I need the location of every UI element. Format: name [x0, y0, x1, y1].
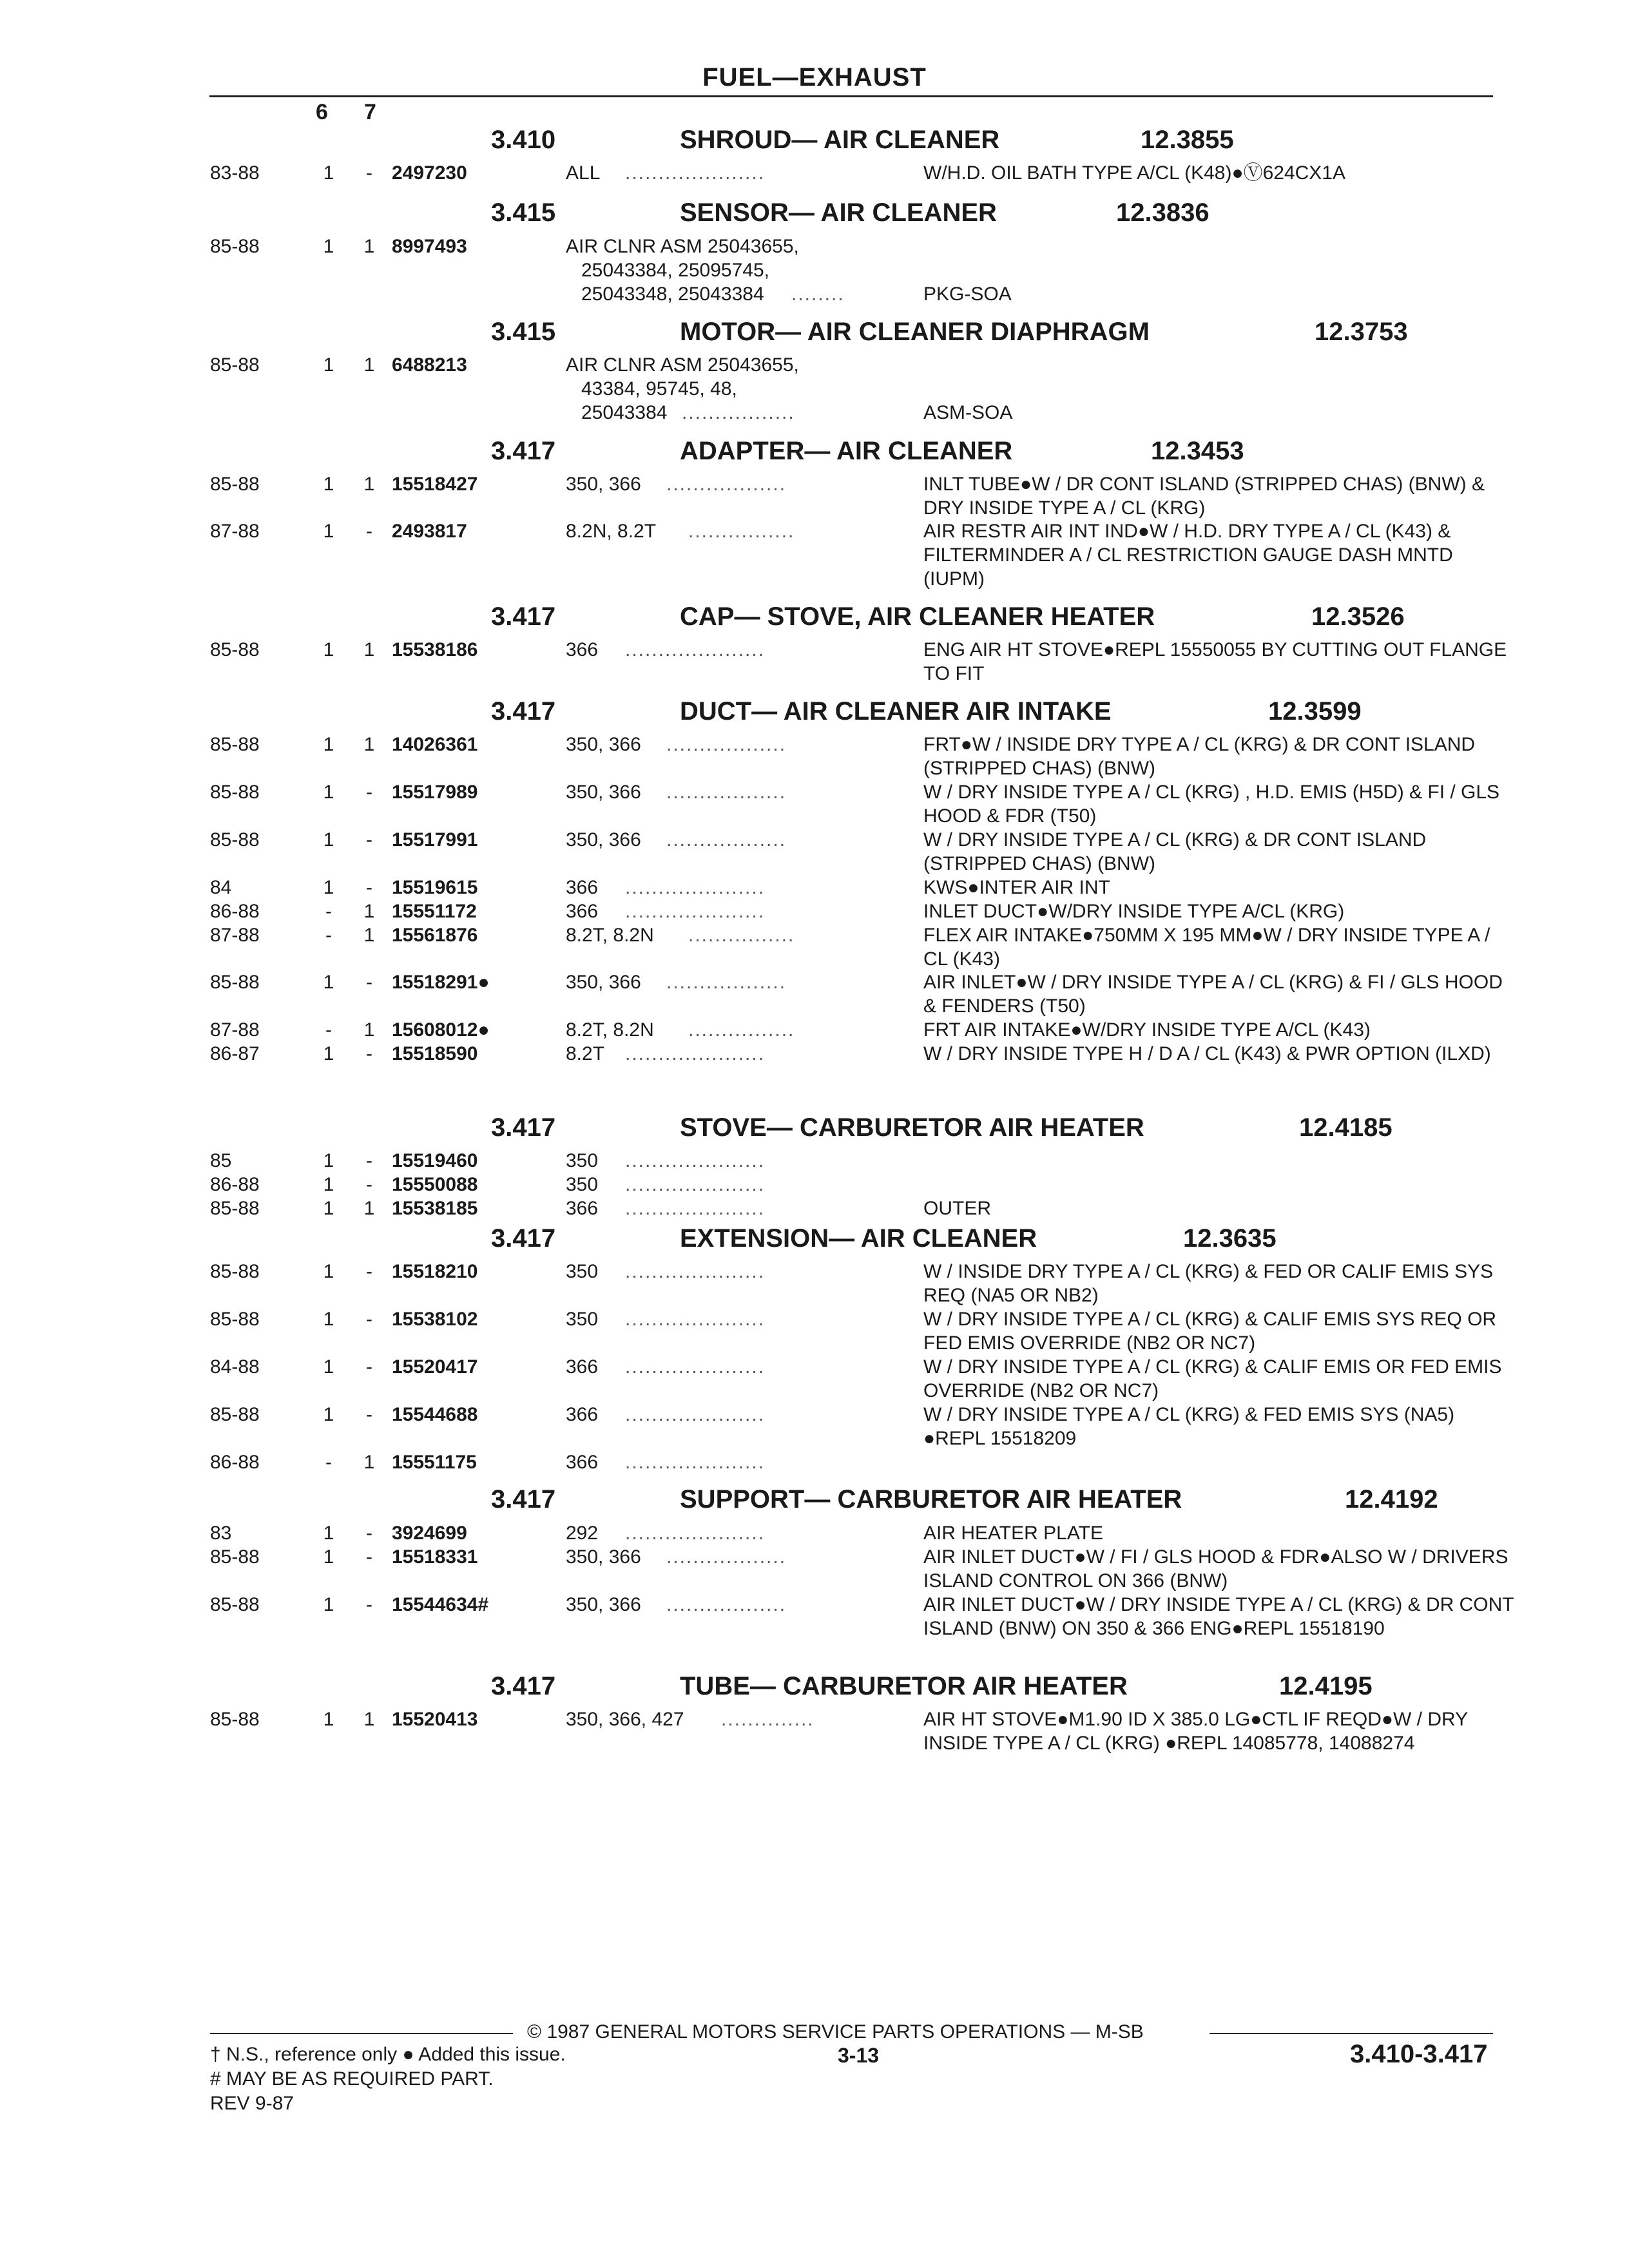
part-description: W / DRY INSIDE TYPE H / D A / CL (K43) & PWR OPTION (ILXD) — [923, 1043, 1491, 1064]
model-years: 85-88 — [210, 1546, 260, 1568]
qty-column-6: 1 — [323, 734, 334, 755]
model-years: 85-88 — [210, 1198, 260, 1219]
engine-application: 350 — [566, 1309, 599, 1330]
qty-column-6: 1 — [323, 1594, 334, 1615]
footnote-required: # MAY BE AS REQUIRED PART. — [210, 2068, 494, 2090]
section-number: 3.417 — [491, 602, 556, 631]
part-description: KWS●INTER AIR INT — [923, 877, 1110, 898]
model-years: 86-88 — [210, 1174, 260, 1195]
part-description: OUTER — [923, 1198, 991, 1219]
section-number: 3.410 — [491, 126, 556, 154]
part-number: 14026361 — [392, 734, 478, 755]
leader-dots: ................. — [682, 402, 795, 423]
engine-application: 8.2T, 8.2N — [566, 925, 654, 946]
part-number: 15520417 — [392, 1356, 478, 1378]
qty-column-7: - — [366, 829, 372, 850]
section-name: DUCT— AIR CLEANER AIR INTAKE — [680, 697, 1112, 726]
engine-application: 8.2N, 8.2T — [566, 521, 657, 542]
part-number: 15551172 — [392, 901, 477, 922]
qty-column-7: - — [366, 1174, 372, 1195]
qty-column-7: - — [366, 1594, 372, 1615]
engine-application: 366 — [566, 877, 599, 898]
model-years: 83-88 — [210, 162, 260, 184]
qty-column-6: - — [325, 1019, 332, 1041]
leader-dots: .................. — [666, 734, 787, 755]
model-years: 85-88 — [210, 734, 260, 755]
section-heading — [0, 198, 1629, 231]
qty-column-7: - — [366, 1309, 372, 1330]
leader-dots: ................ — [688, 925, 795, 946]
section-number: 3.417 — [491, 697, 556, 726]
qty-column-6: 1 — [323, 1198, 334, 1219]
engine-application: 350, 366 — [566, 474, 641, 495]
qty-column-7: 1 — [363, 734, 375, 755]
qty-column-6: 1 — [323, 639, 334, 660]
leader-dots: .................. — [666, 1594, 787, 1615]
qty-column-6: 1 — [323, 877, 334, 898]
column-7-label: 7 — [364, 100, 376, 124]
qty-column-6: 1 — [323, 1150, 334, 1171]
model-years: 85-88 — [210, 354, 260, 376]
qty-column-6: - — [325, 1452, 332, 1473]
column-6-label: 6 — [316, 100, 328, 124]
qty-column-6: 1 — [323, 1174, 334, 1195]
section-number: 3.417 — [491, 437, 556, 465]
qty-column-6: 1 — [323, 521, 334, 542]
qty-column-7: 1 — [363, 1198, 375, 1219]
qty-column-6: 1 — [323, 1356, 334, 1378]
model-years: 85 — [210, 1150, 232, 1171]
section-name: SHROUD— AIR CLEANER — [680, 126, 1000, 154]
part-number: 15551175 — [392, 1452, 477, 1473]
part-description: W / DRY INSIDE TYPE A / CL (KRG) & DR CONT ISLAND (STRIPPED CHAS) (BNW) — [923, 829, 1427, 874]
leader-dots: ..................... — [625, 162, 766, 184]
model-years: 84-88 — [210, 1356, 260, 1378]
leader-dots: ..................... — [625, 1150, 766, 1171]
engine-application: 350, 366, 427 — [566, 1709, 684, 1730]
qty-column-7: - — [366, 1261, 372, 1282]
leader-dots: .................. — [666, 474, 787, 495]
part-number: 15517989 — [392, 782, 478, 803]
leader-dots: ..................... — [625, 1309, 766, 1330]
footnote-ns: † N.S., reference only ● Added this issue. — [210, 2044, 566, 2065]
application-continuation: 25043384, 25095745, — [581, 260, 769, 281]
part-description: AIR INLET DUCT●W / FI / GLS HOOD & FDR●ALSO W / DRIVERS ISLAND CONTROL ON 366 (BNW) — [923, 1546, 1509, 1591]
leader-dots: ..................... — [625, 1174, 766, 1195]
qty-column-7: - — [366, 972, 372, 993]
part-number: 15608012● — [392, 1019, 490, 1041]
engine-application: 292 — [566, 1523, 599, 1544]
model-years: 87-88 — [210, 521, 260, 542]
part-number: 15538186 — [392, 639, 478, 660]
part-description: PKG-SOA — [923, 284, 1012, 305]
section-number: 3.415 — [491, 318, 556, 346]
section-name: TUBE— CARBURETOR AIR HEATER — [680, 1672, 1128, 1700]
part-description: INLET DUCT●W/DRY INSIDE TYPE A/CL (KRG) — [923, 901, 1345, 922]
model-years: 86-88 — [210, 1452, 260, 1473]
part-number: 15518427 — [392, 474, 478, 495]
section-code: 12.4195 — [1279, 1672, 1373, 1700]
page-number: 3-13 — [838, 2044, 880, 2067]
section-number: 3.417 — [491, 1672, 556, 1700]
qty-column-6: 1 — [323, 1261, 334, 1282]
part-description: W / DRY INSIDE TYPE A / CL (KRG) , H.D. EMIS (H5D) & FI / GLS HOOD & FDR (T50) — [923, 782, 1500, 827]
qty-column-7: - — [366, 162, 372, 184]
engine-application: 350 — [566, 1174, 599, 1195]
leader-dots: .................. — [666, 829, 787, 850]
leader-dots: .............. — [721, 1709, 815, 1730]
engine-application: 350, 366 — [566, 782, 641, 803]
qty-column-7: - — [366, 521, 372, 542]
engine-application: 350, 366 — [566, 1546, 641, 1568]
leader-dots: ..................... — [625, 901, 766, 922]
application-continuation: 43384, 95745, 48, — [581, 378, 737, 399]
part-number: 8997493 — [392, 236, 467, 257]
engine-application: 350, 366 — [566, 734, 641, 755]
revision-label: REV 9-87 — [210, 2093, 294, 2114]
qty-column-7: 1 — [363, 925, 375, 946]
leader-dots: .................. — [666, 1546, 787, 1568]
section-code: 12.3855 — [1141, 126, 1234, 154]
leader-dots: ................ — [688, 1019, 795, 1041]
qty-column-6: 1 — [323, 1404, 334, 1425]
part-description: W / DRY INSIDE TYPE A / CL (KRG) & CALIF EMIS OR FED EMIS OVERRIDE (NB2 OR NC7) — [923, 1356, 1502, 1401]
part-description: ASM-SOA — [923, 402, 1013, 423]
section-name: ADAPTER— AIR CLEANER — [680, 437, 1013, 465]
section-heading — [0, 1224, 1629, 1256]
engine-application: 350, 366 — [566, 1594, 641, 1615]
section-heading — [0, 697, 1629, 729]
section-number: 3.417 — [491, 1113, 556, 1142]
part-description: ENG AIR HT STOVE●REPL 15550055 BY CUTTING OUT FLANGE TO FIT — [923, 639, 1507, 684]
engine-application: 366 — [566, 1452, 599, 1473]
engine-application: 350 — [566, 1150, 599, 1171]
part-description: INLT TUBE●W / DR CONT ISLAND (STRIPPED CHAS) (BNW) & DRY INSIDE TYPE A / CL (KRG) — [923, 474, 1485, 519]
qty-column-6: - — [325, 925, 332, 946]
part-number: 15520413 — [392, 1709, 478, 1730]
column-numbers — [316, 100, 412, 125]
qty-column-6: 1 — [323, 1709, 334, 1730]
part-number: 3924699 — [392, 1523, 467, 1544]
qty-column-7: - — [366, 1546, 372, 1568]
part-description: W / DRY INSIDE TYPE A / CL (KRG) & CALIF EMIS SYS REQ OR FED EMIS OVERRIDE (NB2 OR NC7) — [923, 1309, 1497, 1354]
leader-dots: .................. — [666, 972, 787, 993]
application-continuation: 25043348, 25043384 — [581, 284, 764, 305]
section-heading — [0, 602, 1629, 635]
qty-column-6: 1 — [323, 1523, 334, 1544]
section-heading — [0, 318, 1629, 350]
header-rule — [209, 95, 1493, 97]
part-number: 15538102 — [392, 1309, 478, 1330]
qty-column-6: 1 — [323, 1309, 334, 1330]
qty-column-7: - — [366, 1404, 372, 1425]
qty-column-7: - — [366, 877, 372, 898]
leader-dots: ................ — [688, 521, 795, 542]
qty-column-7: - — [366, 1150, 372, 1171]
model-years: 85-88 — [210, 782, 260, 803]
section-code: 12.4185 — [1299, 1113, 1393, 1142]
engine-application: ALL — [566, 162, 601, 184]
model-years: 83 — [210, 1523, 232, 1544]
qty-column-7: 1 — [363, 1452, 375, 1473]
leader-dots: ..................... — [625, 639, 766, 660]
footer-rule-left — [210, 2033, 513, 2034]
part-description: FRT●W / INSIDE DRY TYPE A / CL (KRG) & DR CONT ISLAND (STRIPPED CHAS) (BNW) — [923, 734, 1476, 779]
model-years: 86-88 — [210, 901, 260, 922]
leader-dots: ..................... — [625, 1198, 766, 1219]
section-heading — [0, 1113, 1629, 1146]
part-description: FRT AIR INTAKE●W/DRY INSIDE TYPE A/CL (K43) — [923, 1019, 1371, 1041]
engine-application: 366 — [566, 1198, 599, 1219]
part-description: W / DRY INSIDE TYPE A / CL (KRG) & FED EMIS SYS (NA5) ●REPL 15518209 — [923, 1404, 1455, 1449]
qty-column-7: - — [366, 1523, 372, 1544]
model-years: 85-88 — [210, 829, 260, 850]
leader-dots: ..................... — [625, 1261, 766, 1282]
qty-column-7: 1 — [363, 901, 375, 922]
part-description: FLEX AIR INTAKE●750MM X 195 MM●W / DRY INSIDE TYPE A / CL (K43) — [923, 925, 1490, 970]
part-number: 15518291● — [392, 972, 490, 993]
qty-column-6: 1 — [323, 1043, 334, 1064]
model-years: 85-88 — [210, 236, 260, 257]
part-description: AIR INLET●W / DRY INSIDE TYPE A / CL (KRG) & FI / GLS HOOD & FENDERS (T50) — [923, 972, 1503, 1017]
qty-column-7: - — [366, 1043, 372, 1064]
part-description: W / INSIDE DRY TYPE A / CL (KRG) & FED OR CALIF EMIS SYS REQ (NA5 OR NB2) — [923, 1261, 1494, 1306]
page-title: FUEL—EXHAUST — [702, 63, 927, 91]
engine-application: 8.2T, 8.2N — [566, 1019, 654, 1041]
part-number: 15518590 — [392, 1043, 478, 1064]
part-number: 15544634# — [392, 1594, 489, 1615]
engine-application: 350, 366 — [566, 972, 641, 993]
leader-dots: ..................... — [625, 877, 766, 898]
model-years: 87-88 — [210, 925, 260, 946]
model-years: 84 — [210, 877, 232, 898]
part-description: AIR HEATER PLATE — [923, 1523, 1103, 1544]
part-description: AIR HT STOVE●M1.90 ID X 385.0 LG●CTL IF REQD●W / DRY INSIDE TYPE A / CL (KRG) ●REPL 14085778, 14088274 — [923, 1709, 1468, 1754]
engine-application: AIR CLNR ASM 25043655, — [566, 236, 799, 257]
qty-column-7: 1 — [363, 1019, 375, 1041]
model-years: 85-88 — [210, 1709, 260, 1730]
section-name: SUPPORT— CARBURETOR AIR HEATER — [680, 1485, 1182, 1514]
part-number: 15517991 — [392, 829, 478, 850]
part-number: 15561876 — [392, 925, 478, 946]
engine-application: 350, 366 — [566, 829, 641, 850]
part-number: 15519460 — [392, 1150, 478, 1171]
section-heading — [0, 126, 1629, 158]
model-years: 85-88 — [210, 1261, 260, 1282]
qty-column-6: 1 — [323, 236, 334, 257]
section-code: 12.3753 — [1315, 318, 1408, 346]
qty-column-6: 1 — [323, 1546, 334, 1568]
qty-column-6: 1 — [323, 162, 334, 184]
engine-application: 350 — [566, 1261, 599, 1282]
model-years: 85-88 — [210, 1594, 260, 1615]
part-number: 15519615 — [392, 877, 478, 898]
leader-dots: ..................... — [625, 1523, 766, 1544]
section-code: 12.3635 — [1183, 1224, 1277, 1253]
model-years: 85-88 — [210, 1309, 260, 1330]
section-heading — [0, 437, 1629, 469]
qty-column-7: 1 — [363, 1709, 375, 1730]
section-number: 3.417 — [491, 1224, 556, 1253]
leader-dots: ..................... — [625, 1356, 766, 1378]
section-name: MOTOR— AIR CLEANER DIAPHRAGM — [680, 318, 1150, 346]
leader-dots: ..................... — [625, 1043, 766, 1064]
section-code: 12.3836 — [1116, 198, 1210, 227]
model-years: 85-88 — [210, 639, 260, 660]
part-number: 6488213 — [392, 354, 467, 376]
model-years: 85-88 — [210, 474, 260, 495]
engine-application: 366 — [566, 1356, 599, 1378]
qty-column-7: - — [366, 1356, 372, 1378]
section-code: 12.3453 — [1151, 437, 1244, 465]
engine-application: 366 — [566, 1404, 599, 1425]
leader-dots: ........ — [791, 284, 845, 305]
part-number: 15518331 — [392, 1546, 478, 1568]
section-name: SENSOR— AIR CLEANER — [680, 198, 997, 227]
section-code: 12.3599 — [1268, 697, 1362, 726]
section-code: 12.4192 — [1345, 1485, 1438, 1514]
leader-dots: ..................... — [625, 1452, 766, 1473]
engine-application: 366 — [566, 901, 599, 922]
engine-application: AIR CLNR ASM 25043655, — [566, 354, 799, 376]
qty-column-6: 1 — [323, 972, 334, 993]
engine-application: 8.2T — [566, 1043, 605, 1064]
qty-column-6: 1 — [323, 782, 334, 803]
qty-column-6: - — [325, 901, 332, 922]
application-continuation: 25043384 — [581, 402, 668, 423]
model-years: 87-88 — [210, 1019, 260, 1041]
qty-column-6: 1 — [323, 829, 334, 850]
part-description: AIR INLET DUCT●W / DRY INSIDE TYPE A / CL (KRG) & DR CONT ISLAND (BNW) ON 350 & 366 ENG●REPL 15518190 — [923, 1594, 1514, 1639]
qty-column-6: 1 — [323, 354, 334, 376]
qty-column-7: 1 — [363, 354, 375, 376]
footer-rule-right — [1210, 2033, 1493, 2034]
section-name: STOVE— CARBURETOR AIR HEATER — [680, 1113, 1144, 1142]
model-years: 86-87 — [210, 1043, 260, 1064]
part-number: 15538185 — [392, 1198, 478, 1219]
model-years: 85-88 — [210, 1404, 260, 1425]
engine-application: 366 — [566, 639, 599, 660]
part-description: AIR RESTR AIR INT IND●W / H.D. DRY TYPE A / CL (K43) & FILTERMINDER A / CL RESTRICTION GAUGE DASH MNTD (IUPM) — [923, 521, 1453, 590]
qty-column-7: - — [366, 782, 372, 803]
qty-column-6: 1 — [323, 474, 334, 495]
section-number: 3.415 — [491, 198, 556, 227]
section-name: EXTENSION— AIR CLEANER — [680, 1224, 1037, 1253]
qty-column-7: 1 — [363, 236, 375, 257]
section-heading — [0, 1672, 1629, 1704]
qty-column-7: 1 — [363, 639, 375, 660]
part-number: 15544688 — [392, 1404, 478, 1425]
section-code: 12.3526 — [1311, 602, 1405, 631]
qty-column-7: 1 — [363, 474, 375, 495]
part-number: 2493817 — [392, 521, 467, 542]
part-number: 15518210 — [392, 1261, 478, 1282]
model-years: 85-88 — [210, 972, 260, 993]
page-range: 3.410-3.417 — [1350, 2040, 1488, 2068]
part-description: W/H.D. OIL BATH TYPE A/CL (K48)●Ⓥ624CX1A — [923, 162, 1345, 184]
part-number: 15550088 — [392, 1174, 478, 1195]
part-number: 2497230 — [392, 162, 467, 184]
footer-copyright: © 1987 GENERAL MOTORS SERVICE PARTS OPERATIONS — M-SB — [527, 2021, 1144, 2042]
leader-dots: ..................... — [625, 1404, 766, 1425]
section-number: 3.417 — [491, 1485, 556, 1514]
section-name: CAP— STOVE, AIR CLEANER HEATER — [680, 602, 1155, 631]
section-heading — [0, 1485, 1629, 1517]
leader-dots: .................. — [666, 782, 787, 803]
